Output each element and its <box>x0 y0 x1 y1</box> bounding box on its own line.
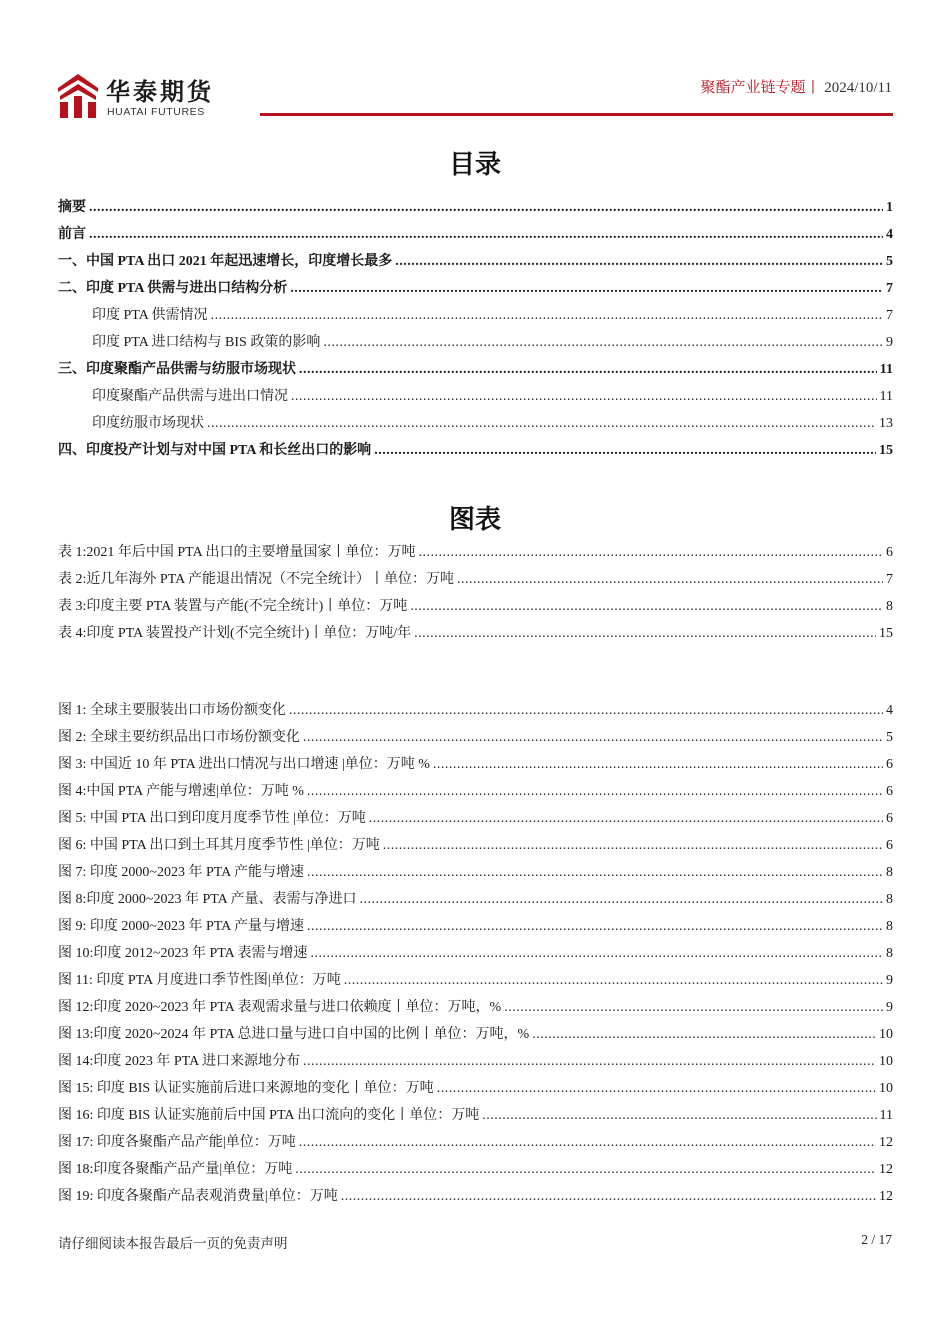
figure-entry[interactable]: 图 12:印度 2020~2023 年 PTA 表观需求量与进口依赖度丨单位：万吨，% ..... 9 <box>58 998 893 1018</box>
toc-entry[interactable]: 一、 中国 PTA 出口 2021 年起迅速增长，印度增长最多 ..... 5 <box>58 252 893 272</box>
table-entry[interactable]: 表 4:印度 PTA 装置投产计划(不完全统计)丨单位：万吨/年 ..... 15 <box>58 624 893 644</box>
figure-entry[interactable]: 图 4:中国 PTA 产能与增速|单位：万吨 % ..... 6 <box>58 782 893 802</box>
figure-entry[interactable]: 图 17: 印度各聚酯产品产能|单位：万吨 ..... 12 <box>58 1133 893 1153</box>
toc-entry[interactable]: 二、 印度 PTA 供需与进出口结构分析 ..... 7 <box>58 279 893 299</box>
toc-subentry[interactable]: 印度纺服市场现状 ..... 13 <box>92 414 893 434</box>
figure-entry[interactable]: 图 5: 中国 PTA 出口到印度月度季节性 |单位：万吨 ..... 6 <box>58 809 893 829</box>
toc-entry[interactable]: 四、 印度投产计划与对中国 PTA 和长丝出口的影响 ..... 15 <box>58 441 893 461</box>
table-entry[interactable]: 表 2:近几年海外 PTA 产能退出情况（不完全统计）丨单位：万吨 ..... 7 <box>58 570 893 590</box>
report-meta <box>700 76 892 97</box>
logo-english-name: HUATAI FUTURES <box>107 106 205 118</box>
figures-title: 图表 <box>448 505 501 535</box>
figure-entry[interactable]: 图 15: 印度 BIS 认证实施前后进口来源地的变化丨单位：万吨 ..... 10 <box>58 1079 893 1099</box>
figure-entry[interactable]: 图 8:印度 2000~2023 年 PTA 产量、表需与净进口 ..... 8 <box>58 890 893 910</box>
toc-entry[interactable]: 前言 ..... 4 <box>58 225 893 245</box>
toc-entry[interactable]: 摘要 ..... 1 <box>58 198 893 218</box>
table-entry[interactable]: 表 1:2021 年后中国 PTA 出口的主要增量国家丨单位：万吨 ..... 6 <box>58 543 893 563</box>
figure-entry[interactable]: 图 6: 中国 PTA 出口到土耳其月度季节性 |单位：万吨 ..... 6 <box>58 836 893 856</box>
figure-entry[interactable]: 图 13:印度 2020~2024 年 PTA 总进口量与进口自中国的比例丨单位：万吨，% ..... 10 <box>58 1025 893 1045</box>
huatai-logo-icon <box>58 74 98 118</box>
figure-entry[interactable]: 图 2: 全球主要纺织品出口市场份额变化 ..... 5 <box>58 728 893 748</box>
figure-entry[interactable]: 图 14:印度 2023 年 PTA 进口来源地分布 ..... 10 <box>58 1052 893 1072</box>
figure-entry[interactable]: 图 1: 全球主要服装出口市场份额变化 ..... 4 <box>58 701 893 721</box>
figure-entry[interactable]: 图 16: 印度 BIS 认证实施前后中国 PTA 出口流向的变化丨单位：万吨 ..... 11 <box>58 1106 893 1126</box>
figure-entry[interactable]: 图 3: 中国近 10 年 PTA 进出口情况与出口增速 |单位：万吨 % ..... 6 <box>58 755 893 775</box>
figure-entry[interactable]: 图 11: 印度 PTA 月度进口季节性图|单位：万吨 ..... 9 <box>58 971 893 991</box>
toc-subentry[interactable]: 印度 PTA 供需情况 ..... 7 <box>92 306 893 326</box>
logo-chinese-name: 华泰期货 <box>106 78 214 106</box>
report-date: 2024/10/11 <box>824 80 892 96</box>
toc-title: 目录 <box>448 150 501 180</box>
page-header <box>0 0 950 120</box>
toc-subentry[interactable]: 印度 PTA 进口结构与 BIS 政策的影响 ..... 9 <box>92 333 893 353</box>
report-type: 聚酯产业链专题丨 <box>700 80 821 96</box>
figure-entry[interactable]: 图 7: 印度 2000~2023 年 PTA 产能与增速 ..... 8 <box>58 863 893 883</box>
table-entry[interactable]: 表 3:印度主要 PTA 装置与产能(不完全统计)丨单位：万吨 ..... 8 <box>58 597 893 617</box>
figure-entry[interactable]: 图 19: 印度各聚酯产品表观消费量|单位：万吨 ..... 12 <box>58 1187 893 1207</box>
toc-subentry[interactable]: 印度聚酯产品供需与进出口情况 ..... 11 <box>92 387 893 407</box>
figure-entry[interactable]: 图 9: 印度 2000~2023 年 PTA 产量与增速 ..... 8 <box>58 917 893 937</box>
figure-entry[interactable]: 图 18:印度各聚酯产品产量|单位：万吨 ..... 12 <box>58 1160 893 1180</box>
figure-entry[interactable]: 图 10:印度 2012~2023 年 PTA 表需与增速 ..... 8 <box>58 944 893 964</box>
toc-entry[interactable]: 三、 印度聚酯产品供需与纺服市场现状 ..... 11 <box>58 360 893 380</box>
page-indicator: 2 / 17 <box>861 1232 892 1247</box>
company-logo <box>58 74 238 122</box>
disclaimer-note: 请仔细阅读本报告最后一页的免责声明 <box>58 1236 288 1252</box>
header-divider <box>260 113 893 116</box>
